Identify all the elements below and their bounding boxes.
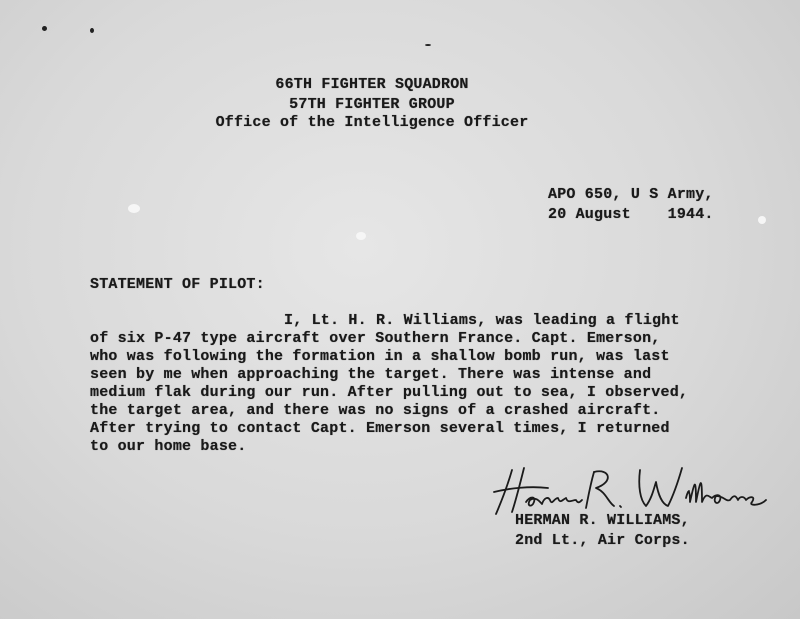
group-heading: 57TH FIGHTER GROUP: [289, 96, 455, 113]
document-date: 20 August 1944.: [548, 206, 714, 223]
paper-blemish: [128, 204, 140, 213]
body-line: medium flak during our run. After pulling out to sea, I observed,: [90, 384, 689, 401]
paper-blemish: [758, 216, 766, 224]
office-heading: Office of the Intelligence Officer: [215, 114, 529, 131]
signatory-name: HERMAN R. WILLIAMS,: [515, 512, 690, 529]
paper-speck: [42, 26, 47, 31]
body-line: After trying to contact Capt. Emerson several times, I returned: [90, 420, 670, 437]
statement-title: STATEMENT OF PILOT:: [90, 276, 265, 293]
apo-address: APO 650, U S Army,: [548, 186, 714, 203]
paper-speck: [425, 44, 431, 46]
body-line: seen by me when approaching the target. There was intense and: [90, 366, 652, 383]
signatory-rank: 2nd Lt., Air Corps.: [515, 532, 690, 549]
body-line: to our home base.: [90, 438, 247, 455]
body-line: I, Lt. H. R. Williams, was leading a flight: [284, 312, 680, 329]
squadron-heading: 66TH FIGHTER SQUADRON: [275, 76, 469, 93]
body-line: who was following the formation in a shallow bomb run, was last: [90, 348, 670, 365]
body-line: of six P-47 type aircraft over Southern France. Capt. Emerson,: [90, 330, 661, 347]
body-line: the target area, and there was no signs of a crashed aircraft.: [90, 402, 661, 419]
paper-blemish: [356, 232, 366, 240]
paper-speck: [90, 28, 94, 33]
